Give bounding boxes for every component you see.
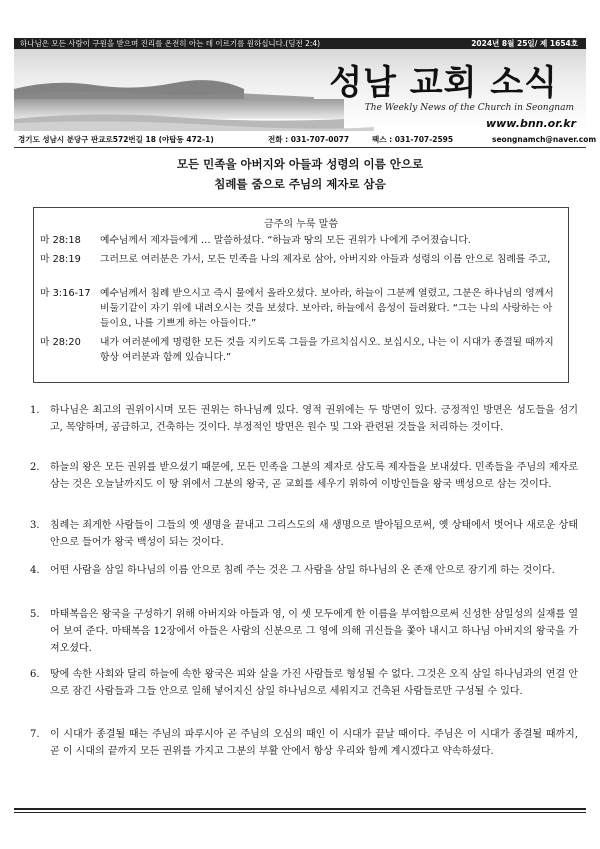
point-number: 5. [30, 609, 40, 620]
issue-date: 2024년 8월 25일/ 제 1654호 [471, 39, 578, 48]
masthead-banner [14, 49, 586, 131]
footer-rule [14, 808, 586, 810]
scripture-box [33, 207, 569, 383]
point-text: 어떤 사람을 삼일 하나님의 이름 안으로 침례 주는 것은 그 사람을 삼일 하나님의 온 존재 안으로 잠기게 하는 것이다. [50, 565, 555, 576]
verse-reference: 마 28:19 [40, 254, 81, 265]
point-number: 3. [30, 520, 40, 531]
verse-reference: 마 28:18 [40, 235, 81, 246]
footer-rule-thin [14, 812, 586, 813]
newsletter-subtitle: The Weekly News of the Church in Seongnam [364, 103, 574, 113]
headline-line-1: 모든 민족을 아버지와 아들과 성령의 이름 안으로 [176, 157, 424, 171]
header-verse-bar [14, 38, 586, 49]
point-text: 침례는 죄게한 사람들이 그들의 옛 생명을 끝내고 그리스도의 새 생명으로 발아됨으로써, 옛 상태에서 벗어나 새로운 상태 안으로 들어가 왕국 백성이 되는 것이다. [50, 520, 578, 548]
scripture-box-title: 금주의 누룩 말씀 [264, 219, 338, 230]
verse-text: 예수님께서 침례 받으시고 즉시 물에서 올라오셨다. 보아라, 하늘이 그분께 열렸고, 그분은 하나님의 영께서 비둘기같이 자기 위에 내려오시는 것을 보셨다. 보아라, 하늘에서 음성이 들려왔다. “그는 나의 사랑하는 아들이요, 나를 기쁘게 하는 아들이다.” [100, 288, 554, 329]
point-text: 마태복음은 왕국을 구성하기 위해 아버지와 아들과 영, 이 셋 모두에게 한 이름을 부여함으로써 신성한 삼일성의 실재를 열어 보여 준다. 마태복음 12장에서 아들은 사람의 신분으로 그 영에 의해 귀신들을 쫓아 내시고 하나님 아버지의 왕국을 가져오셨다. [50, 609, 578, 654]
point-number: 4. [30, 565, 40, 576]
fax-number: 팩스 : 031-707-2595 [372, 135, 454, 144]
header-verse: 하나님은 모든 사람이 구원을 받으며 진리를 온전히 아는 데 이르기를 원하십니다.(딤전 2:4) [20, 39, 321, 48]
point-text: 하나님은 최고의 권위이시며 모든 권위는 하나님께 있다. 영적 권위에는 두 방면이 있다. 긍정적인 방면은 성도들을 섬기고, 목양하며, 공급하고, 건축하는 것이다. 부정적인 방면은 원수 및 그와 관련된 것들을 처리하는 것이다. [50, 405, 578, 433]
verse-text: 내가 여러분에게 명령한 모든 것을 지키도록 그들을 가르치십시오. 보십시오, 나는 이 시대가 종결될 때까지 항상 여러분과 함께 있습니다.” [100, 337, 554, 363]
point-text: 하늘의 왕은 모든 권위를 받으셨기 때문에, 모든 민족을 그분의 제자로 삼도록 제자들을 보내셨다. 민족들을 주님의 제자로 삼는 것은 오늘날까지도 이 땅 위에서 그분의 왕국, 곧 교회를 세우기 위하여 이방인들을 왕국 백성으로 삼는 것이다. [50, 462, 578, 490]
email-address[interactable]: seongnamch@naver.com [492, 135, 597, 144]
headline-line-2: 침례를 줌으로 주님의 제자로 삼음 [214, 177, 386, 191]
verse-reference: 마 28:20 [40, 337, 81, 348]
verse-text: 예수님께서 제자들에게 … 말씀하셨다. “하늘과 땅의 모든 권위가 나에게 주어졌습니다. [100, 235, 471, 246]
point-number: 1. [30, 405, 40, 416]
verse-text: 그러므로 여러분은 가서, 모든 민족을 나의 제자로 삼아, 아버지와 아들과 성령의 이름 안으로 침례를 주고, [100, 254, 551, 265]
website-link[interactable]: www.bnn.or.kr [485, 117, 576, 130]
point-number: 6. [30, 669, 40, 680]
phone-number: 전화 : 031-707-0077 [268, 135, 350, 144]
point-text: 땅에 속한 사회와 달리 하늘에 속한 왕국은 피와 살을 가진 사람들로 형성될 수 없다. 그것은 오직 삼일 하나님과의 연결 안으로 잠긴 사람들과 그들 안으로 일해 넣어지신 삼일 하나님으로 세워지고 건축된 사람들로만 구성될 수 있다. [50, 669, 578, 697]
verse-reference: 마 3:16-17 [40, 288, 91, 299]
point-number: 2. [30, 462, 40, 473]
newsletter-title: 성남 교회 소식 [329, 63, 558, 103]
point-text: 이 시대가 종결될 때는 주님의 파루시아 곧 주님의 오심의 때인 이 시대가 끝날 때이다. 주님은 이 시대가 종결될 때까지, 곧 이 시대의 끝까지 모든 권위를 가지고 그분의 부활 안에서 항상 우리와 함께 계시겠다고 약속하셨다. [50, 729, 578, 757]
point-number: 7. [30, 729, 40, 740]
church-address: 경기도 성남시 분당구 판교로572번길 18 (야탑동 472-1) [18, 135, 214, 144]
contact-bar [14, 133, 597, 148]
